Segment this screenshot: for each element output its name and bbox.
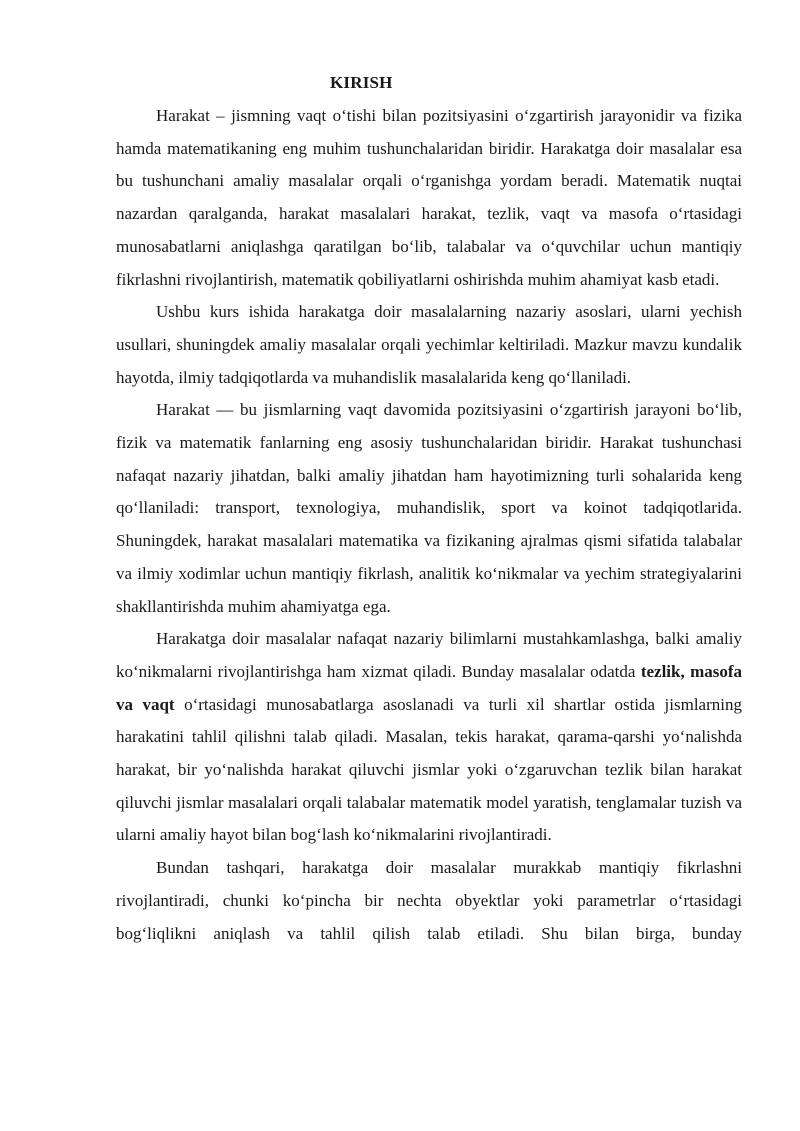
paragraph-4-lead: Harakatga doir masalalar nafaqat nazariy bilimlarni mustahkamlashga, balki amaliy ko‘nikmalarni rivojlantirishga ham xizmat qiladi. Bunday masalalar odatda: [116, 629, 742, 681]
paragraph-1: Harakat – jismning vaqt o‘tishi bilan pozitsiyasini o‘zgartirish jarayonidir va fizika hamda matematikaning eng muhim tushunchalaridan biridir. Harakatga doir masalalar esa bu tushunchani amaliy masalalar orqali o‘rganishga yordam beradi. Matematik nuqtai nazardan qaralganda, harakat masalalari harakat, tezlik, vaqt va masofa o‘rtasidagi munosabatlarni aniqlashga qaratilgan bo‘lib, talabalar va o‘quvchilar uchun mantiqiy fikrlashni rivojlantirish, matematik qobiliyatlarni oshirishda muhim ahamiyat kasb etadi.: [116, 106, 742, 289]
paragraph-4: [116, 623, 742, 852]
paragraph-3: Harakat — bu jismlarning vaqt davomida pozitsiyasini o‘zgartirish jarayoni bo‘lib, fizik va matematik fanlarning eng asosiy tushunchalaridan biridir. Harakat tushunchasi nafaqat nazariy jihatdan, balki amaliy jihatdan ham hayotimizning turli sohalarida keng qo‘llaniladi: transport, texnologiya, muhandislik, sport va koinot tadqiqotlarida. Shuningdek, harakat masalalari matematika va fizikaning ajralmas qismi sifatida talabalar va ilmiy xodimlar uchun mantiqiy fikrlash, analitik ko‘nikmalar va yechim strategiyalarini shakllantirishda muhim ahamiyatga ega.: [116, 400, 742, 616]
paragraph-2: Ushbu kurs ishida harakatga doir masalalarning nazariy asoslari, ularni yechish usullari, shuningdek amaliy masalalar orqali yechimlar keltiriladi. Mazkur mavzu kundalik hayotda, ilmiy tadqiqotlarda va muhandislik masalalarida keng qo‘llaniladi.: [116, 302, 742, 387]
section-heading: KIRISH: [330, 73, 393, 92]
paragraph-4-rest: o‘rtasidagi munosabatlarga asoslanadi va turli xil shartlar ostida jismlarning harakatini tahlil qilishni talab qiladi. Masalan, tekis harakat, qarama-qarshi yo‘nalishda harakat, bir yo‘nalishda harakat qiluvchi jismlar yoki o‘zgaruvchan tezlik bilan harakat qiluvchi jismlar masalalari orqali talabalar matematik model yaratish, tenglamalar tuzish va ularni amaliy hayot bilan bog‘lash ko‘nikmalarini rivojlantiradi.: [116, 694, 742, 845]
paragraph-4-bold-terms: tezlik, masofa va vaqt: [116, 661, 743, 714]
paragraph-5: Bundan tashqari, harakatga doir masalalar murakkab mantiqiy fikrlashni rivojlantiradi, chunki ko‘pincha bir nechta obyektlar yoki parametrlar o‘rtasidagi bog‘liqlikni aniqlash va tahlil qilish talab etiladi. Shu bilan birga, bunday: [116, 858, 742, 943]
